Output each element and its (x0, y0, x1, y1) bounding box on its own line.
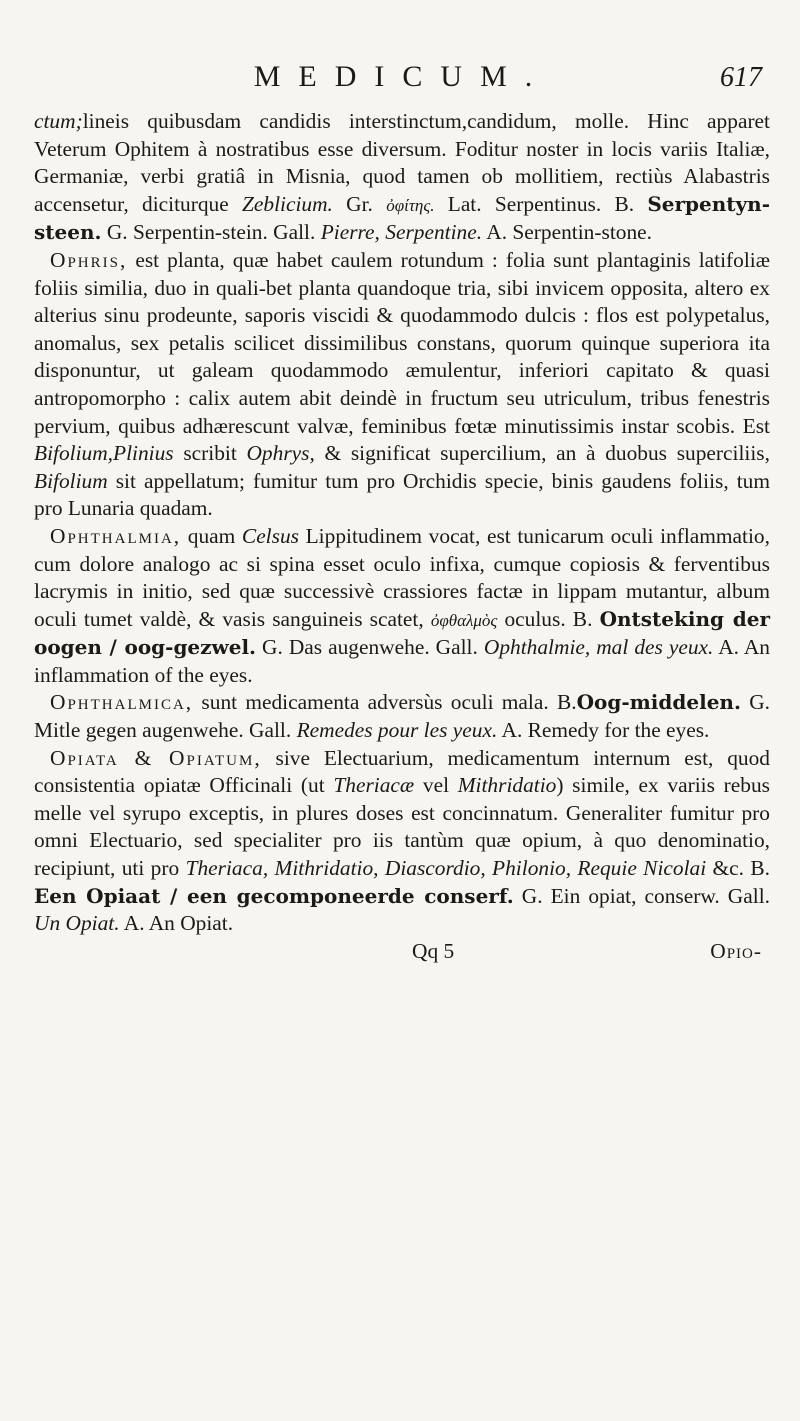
entry-ophthalmica (34, 689, 770, 744)
entry-opiata (34, 745, 770, 938)
text-span: sunt medicamenta adversùs oculi mala. B. (201, 690, 577, 715)
text-span: lineis quibusdam candidis interstinctum,candidum, molle. Hinc apparet Veterum Ophitem à nostratibus esse diversum. Foditur noster in locis variis Italiæ, Germaniæ, verbi gratiâ in Misnia, quod tamen ob mollitiem, rectiùs Alabastris accensetur, diciturque (34, 109, 770, 216)
text-span: A. Remedy for the eyes. (501, 718, 710, 743)
text-span: A. An inflammation of the eyes. (34, 635, 770, 687)
text-span: G. Serpentin-stein. Gall. (106, 220, 316, 245)
text-span: Theriacæ (333, 773, 415, 798)
page-number: 617 (720, 62, 762, 93)
text-span: scribit (183, 441, 237, 466)
text-span: &c. B. (712, 856, 771, 881)
text-span: G. Mitle gegen augenwehe. Gall. (34, 690, 770, 743)
entry-headword: Ophthalmica, (50, 690, 194, 715)
entry-ophris (34, 247, 770, 523)
text-span: oculus. B. (504, 606, 593, 631)
text-span: Ophthalmie, mal des yeux. (483, 635, 714, 660)
text-span: ctum; (34, 109, 83, 133)
text-span: A. Serpentin-stone. (486, 220, 652, 245)
text-span: Pierre, Serpentine. (320, 220, 483, 245)
page-header (34, 60, 770, 108)
text-span: Remedes pour les yeux. (296, 718, 498, 743)
entry-ophthalmia (34, 523, 770, 690)
signature-mark: Qq 5 (412, 938, 455, 963)
text-span: sive Electuarium, medicamentum internum est, quod consistentia opiatæ Officinali (ut (34, 745, 770, 798)
text-span: sit appellatum; fumitur tum pro Orchidis specie, binis gaudens foliis, tum pro Lunaria quadam. (34, 468, 770, 521)
entry-headword: Ophthalmia, (50, 523, 182, 548)
text-span: vel (422, 773, 450, 798)
text-span: A. An Opiat. (123, 911, 234, 936)
blackletter-text: Een Opiaat / een gecomponeerde conserf. (34, 883, 514, 908)
text-span: Lat. Serpentinus. B. (447, 191, 635, 216)
text-span: ) simile, ex variis rebus melle vel syrupo exceptis, in plures doses est concinnatum. Generaliter fumitur pro omni Electuario, sed specialiter pro iis tantùm quæ opium, à quo denominatio, recipiunt, uti pro (34, 773, 770, 881)
blackletter-text: Serpentyn-steen. (34, 191, 770, 245)
text-span: Bifolium,Plinius (34, 441, 174, 466)
blackletter-text: Oog-middelen. (576, 690, 741, 715)
body-text (34, 108, 770, 938)
greek-text: ὀφίτης. (386, 195, 435, 215)
text-span: Celsus (241, 523, 299, 548)
text-span: & significat supercilium, an à duobus superciliis, (324, 441, 770, 466)
text-span: Bifolium (34, 468, 108, 493)
running-head: MEDICUM. (253, 60, 551, 93)
text-span: Zeblicium. (242, 191, 333, 216)
text-span: G. Das augenwehe. Gall. (262, 635, 478, 660)
page-footer (34, 938, 770, 966)
catchword: Opio- (710, 938, 762, 963)
text-span: Un Opiat. (34, 911, 120, 936)
text-span: Theriaca, Mithridatio, Diascordio, Philonio, Requie Nicolai (185, 856, 707, 881)
text-span: est planta, quæ habet caulem rotundum : folia sunt plantaginis latifoliæ foliis similia, duo in quali-bet planta quandoque tria, sibi invicem opposita, altero ex alterius sinu prodeunte, saporis viscidi & quodammodo dulcis : flos est polypetalus, anomalus, sex petalis scilicet dissimilibus constans, quorum quinque superiora ita disponuntur, ut galeam quodammodo æmulentur, inferiori capitato & quasi antropomorpho : calix autem abit deindè in fructum seu utriculum, tribus fenestris pervium, quibus adhærescunt valvæ, feminibus fœtæ minutissimis instar scobis. Est (34, 247, 770, 438)
text-span: Ophrys, (246, 441, 315, 466)
entry-headword: Opiata & Opiatum, (50, 745, 262, 770)
paragraph-serpentine (34, 108, 770, 247)
text-span: Mithridatio (457, 773, 557, 798)
entry-headword: Ophris, (50, 247, 128, 272)
greek-text: ὀφθαλμὸς (430, 610, 498, 630)
text-span: Gr. (346, 191, 373, 216)
blackletter-text: Ontsteking der oogen / oog-gezwel. (34, 606, 770, 660)
text-span: quam (187, 523, 236, 548)
text-span: G. Ein opiat, conserw. Gall. (521, 883, 770, 908)
text-span: Lippitudinem vocat, est tunicarum oculi inflammatio, cum dolore analogo ac si spina esset oculo infixa, cumque copiosis & ferventibus lacrymis in initio, sed quæ successivè crassiores factæ in lippam mutantur, album oculi tumet valdè, & vasis sanguineis scatet, (34, 523, 770, 631)
